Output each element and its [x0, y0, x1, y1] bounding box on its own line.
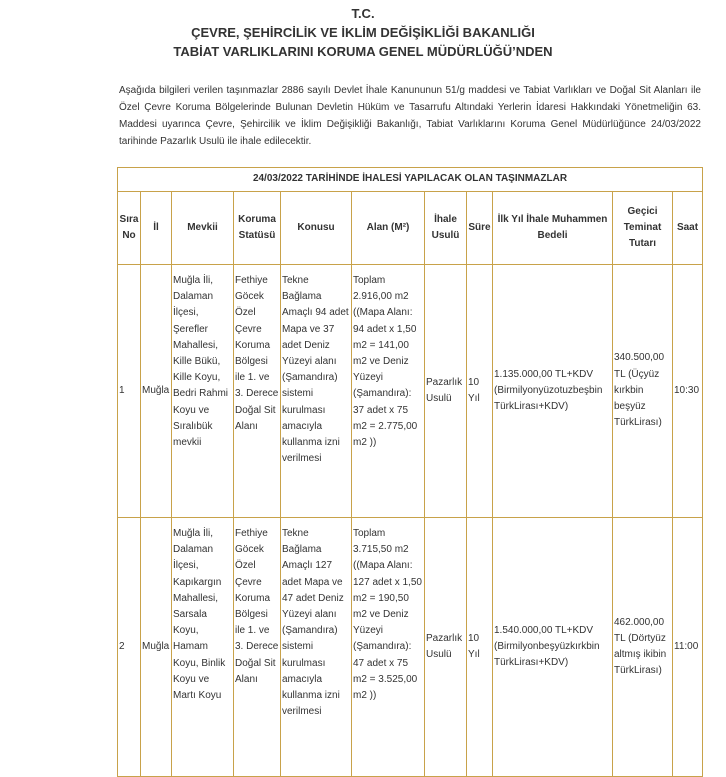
table-row [118, 518, 703, 777]
cell-sure: 10 Yıl [467, 265, 493, 518]
cell-koruma: Fethiye Göcek Özel Çevre Koruma Bölgesi ile 1. ve 3. Derece Doğal Sit Alanı [234, 518, 281, 777]
header-teminat: Geçici Teminat Tutarı [613, 192, 673, 265]
header-koruma: Koruma Statüsü [234, 192, 281, 265]
cell-mevkii: Muğla İli, Dalaman İlçesi, Şerefler Mahallesi, Kille Bükü, Kille Koyu, Bedri Rahmi Koyu ve Sıralıbük mevkii [172, 265, 234, 518]
header-usul: İhale Usulü [425, 192, 467, 265]
cell-alan: Toplam 3.715,50 m2 ((Mapa Alanı: 127 adet x 1,50 m2 = 190,50 m2 ve Deniz Yüzeyi (Şamandıra): 47 adet x 75 m2 = 3.525,00 m2 )) [352, 518, 425, 777]
table-title: 24/03/2022 TARİHİNDE İHALESİ YAPILACAK OLAN TAŞINMAZLAR [118, 168, 703, 192]
header-sure: Süre [467, 192, 493, 265]
intro-paragraph: Aşağıda bilgileri verilen taşınmazlar 2886 sayılı Devlet İhale Kanununun 51/g maddesi ve Tabiat Varlıkları ve Doğal Sit Alanları ile Özel Çevre Koruma Bölgelerinde Bulunan Devletin Hüküm ve Tasarrufu Altındaki Yerlerin İdaresi Hakkındaki Yönetmeliğin 63. Maddesi uyarınca Çevre, Şehircilik ve İklim Değişikliği Bakanlığı, Tabiat Varlıklarını Koruma Genel Müdürlüğünce 24/03/2022 tarihinde Pazarlık Usulü ile ihale edilecektir. [119, 85, 701, 147]
cell-koruma: Fethiye Göcek Özel Çevre Koruma Bölgesi ile 1. ve 3. Derece Doğal Sit Alanı [234, 265, 281, 518]
cell-sira: 1 [118, 265, 141, 518]
cell-konusu: Tekne Bağlama Amaçlı 94 adet Mapa ve 37 adet Deniz Yüzeyi alanı (Şamandıra) sistemi kurulması amacıyla kullanma izni verilmesi [281, 265, 352, 518]
cell-mevkii: Muğla İli, Dalaman İlçesi, Kapıkargın Mahallesi, Sarsala Koyu, Hamam Koyu, Binlik Koyu ve Martı Koyu [172, 518, 234, 777]
table-header-row [118, 192, 703, 265]
header-konusu: Konusu [281, 192, 352, 265]
cell-usul: Pazarlık Usulü [425, 518, 467, 777]
header-saat: Saat [673, 192, 703, 265]
cell-bedel: 1.135.000,00 TL+KDV (Birmilyonyüzotuzbeşbin TürkLirası+KDV) [493, 265, 613, 518]
header-bedel: İlk Yıl İhale Muhammen Bedeli [493, 192, 613, 265]
cell-sira: 2 [118, 518, 141, 777]
header-mevkii: Mevkii [172, 192, 234, 265]
header-line-ministry: ÇEVRE, ŞEHİRCİLİK VE İKLİM DEĞİŞİKLİĞİ BAKANLIĞI [191, 25, 535, 40]
header-il: İl [141, 192, 172, 265]
cell-teminat: 340.500,00 TL (Üçyüz kırkbin beşyüz TürkLirası) [613, 265, 673, 518]
cell-bedel: 1.540.000,00 TL+KDV (Birmilyonbeşyüzkırkbin TürkLirası+KDV) [493, 518, 613, 777]
document-header [0, 4, 726, 61]
header-alan: Alan (M²) [352, 192, 425, 265]
cell-sure: 10 Yıl [467, 518, 493, 777]
cell-usul: Pazarlık Usulü [425, 265, 467, 518]
header-sira: Sıra No [118, 192, 141, 265]
cell-saat: 11:00 [673, 518, 703, 777]
header-line-tc: T.C. [351, 6, 375, 21]
cell-alan: Toplam 2.916,00 m2 ((Mapa Alanı: 94 adet x 1,50 m2 = 141,00 m2 ve Deniz Yüzeyi (Şamandıra): 37 adet x 75 m2 = 2.775,00 m2 )) [352, 265, 425, 518]
cell-il: Muğla [141, 265, 172, 518]
cell-il: Muğla [141, 518, 172, 777]
cell-teminat: 462.000,00 TL (Dörtyüz altmış ikibin TürkLirası) [613, 518, 673, 777]
table-row [118, 265, 703, 518]
tender-table [117, 167, 703, 777]
cell-konusu: Tekne Bağlama Amaçlı 127 adet Mapa ve 47 adet Deniz Yüzeyi alanı (Şamandıra) sistemi kurulması amacıyla kullanma izni verilmesi [281, 518, 352, 777]
cell-saat: 10:30 [673, 265, 703, 518]
header-line-directorate: TABİAT VARLIKLARINI KORUMA GENEL MÜDÜRLÜĞÜ’NDEN [173, 44, 553, 59]
